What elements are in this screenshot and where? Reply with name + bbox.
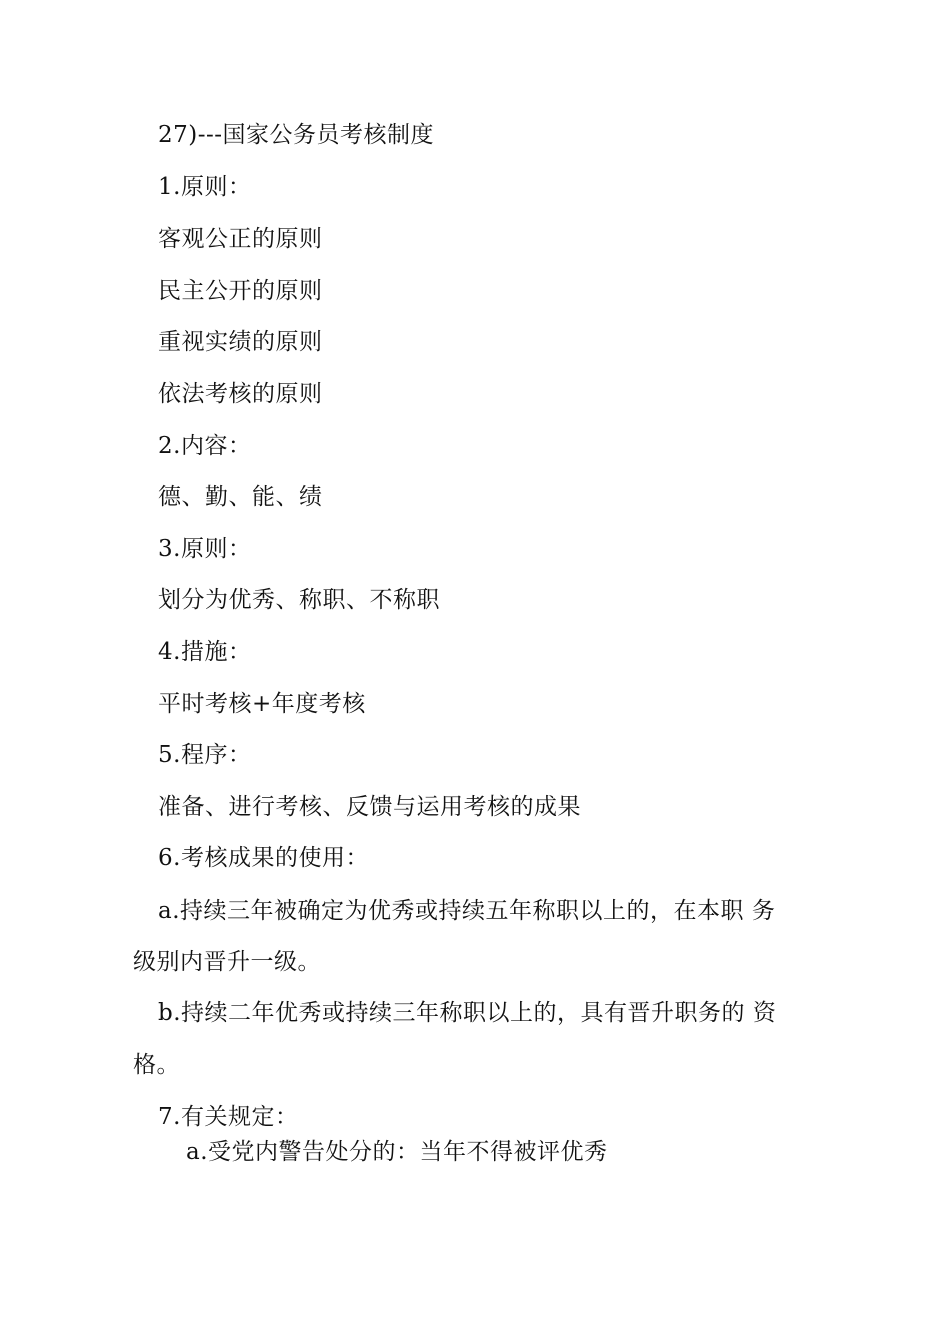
section-7-heading: 7.有关规定： [158, 1104, 299, 1130]
section-2-heading: 2.内容： [158, 433, 252, 459]
section-5-heading: 5.程序： [158, 742, 252, 768]
list-item: 准备、进行考核、反馈与运用考核的成果 [158, 794, 581, 820]
list-item: 依法考核的原则 [158, 381, 323, 407]
section-6-heading: 6.考核成果的使用： [158, 845, 369, 871]
document-title: 27)---国家公务员考核制度 [158, 122, 435, 148]
section-7-item-a: a.受党内警告处分的：当年不得被评优秀 [186, 1139, 608, 1165]
section-4-heading: 4.措施： [158, 639, 252, 665]
list-item: 平时考核+年度考核 [158, 691, 366, 717]
list-item: 德、勤、能、绩 [158, 484, 323, 510]
section-1-heading: 1.原则： [158, 174, 252, 200]
section-3-heading: 3.原则： [158, 536, 252, 562]
list-item: 客观公正的原则 [158, 226, 323, 252]
paragraph-a-line-2: 级别内晋升一级。 [133, 949, 321, 975]
paragraph-b-line-1: b.持续二年优秀或持续三年称职以上的，具有晋升职务的 资 [158, 1000, 777, 1026]
paragraph-a-line-1: a.持续三年被确定为优秀或持续五年称职以上的，在本职 务 [158, 898, 776, 924]
list-item: 划分为优秀、称职、不称职 [158, 587, 440, 613]
list-item: 民主公开的原则 [158, 278, 323, 304]
list-item: 重视实绩的原则 [158, 329, 323, 355]
paragraph-b-line-2: 格。 [133, 1052, 180, 1078]
